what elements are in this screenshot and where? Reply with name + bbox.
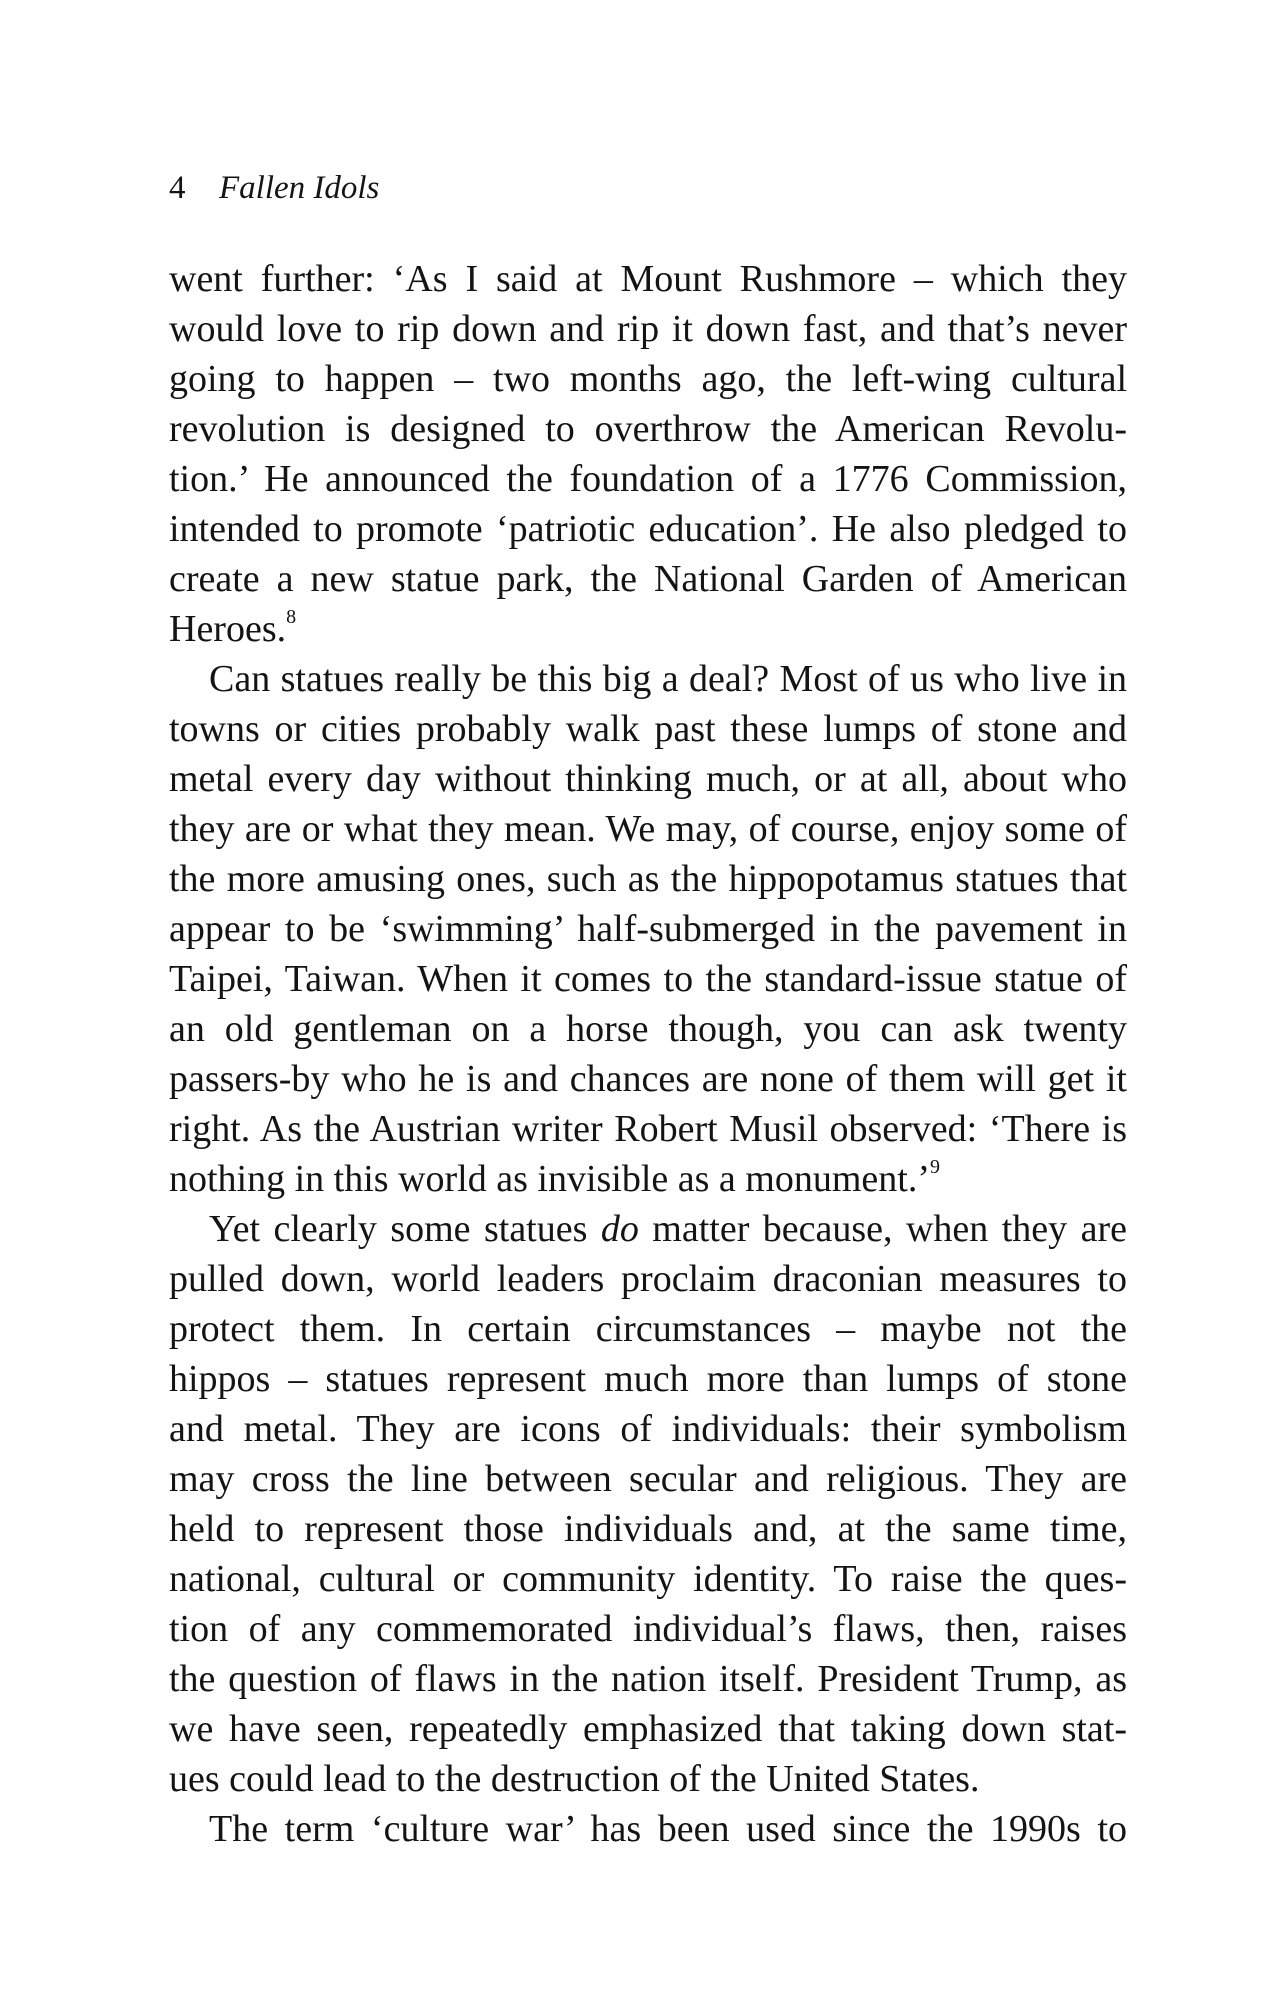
line-text: Heroes. — [169, 608, 287, 650]
text-line: the question of flaws in the nation itself. President Trump, as — [169, 1658, 1127, 1700]
text-line: going to happen – two months ago, the left-wing cultural — [169, 358, 1127, 400]
text-line: metal every day without thinking much, or at all, about who — [169, 758, 1127, 800]
text-line: national, cultural or community identity. To raise the ques- — [169, 1558, 1127, 1600]
text-line: they are or what they mean. We may, of course, enjoy some of — [169, 808, 1127, 850]
text-line: towns or cities probably walk past these lumps of stone and — [169, 708, 1127, 750]
text-line — [169, 604, 1127, 654]
text-line: hippos – statues represent much more than lumps of stone — [169, 1358, 1127, 1400]
footnote-marker: 9 — [929, 1156, 940, 1178]
body-text — [169, 254, 1127, 1854]
text-line: went further: ‘As I said at Mount Rushmore – which they — [169, 258, 1127, 300]
emphasis-text: do — [600, 1208, 639, 1250]
line-text-start: Yet clearly some statues — [209, 1208, 601, 1250]
line-text-end: matter because, when they are — [638, 1208, 1127, 1250]
line-text: nothing in this world as invisible as a monument.’ — [169, 1158, 930, 1200]
text-line: protect them. In certain circumstances – maybe not the — [169, 1308, 1127, 1350]
text-line: pulled down, world leaders proclaim draconian measures to — [169, 1258, 1127, 1300]
text-line: appear to be ‘swimming’ half-submerged in the pavement in — [169, 908, 1127, 950]
text-line — [169, 654, 1127, 704]
text-line: passers-by who he is and chances are none of them will get it — [169, 1058, 1127, 1100]
text-line — [169, 1204, 1127, 1254]
text-line: the more amusing ones, such as the hippopotamus statues that — [169, 858, 1127, 900]
text-line: may cross the line between secular and religious. They are — [169, 1458, 1127, 1500]
text-line: tion.’ He announced the foundation of a 1776 Commission, — [169, 458, 1127, 500]
text-line: tion of any commemorated individual’s flaws, then, raises — [169, 1608, 1127, 1650]
footnote-marker: 8 — [286, 606, 297, 628]
text-line: an old gentleman on a horse though, you can ask twenty — [169, 1008, 1127, 1050]
running-head — [169, 168, 379, 208]
text-line: revolution is designed to overthrow the American Revolu- — [169, 408, 1127, 450]
text-line: we have seen, repeatedly emphasized that taking down stat- — [169, 1708, 1127, 1750]
text-line — [169, 1154, 1127, 1204]
text-line: intended to promote ‘patriotic education’. He also pledged to — [169, 508, 1127, 550]
text-line: ues could lead to the destruction of the United States. — [169, 1758, 980, 1800]
text-line: create a new statue park, the National Garden of American — [169, 558, 1127, 600]
page-number: 4 — [169, 170, 186, 206]
text-line: held to represent those individuals and, at the same time, — [169, 1508, 1127, 1550]
line-text: The term ‘culture war’ has been used since the 1990s to — [209, 1808, 1127, 1850]
text-line: and metal. They are icons of individuals: their symbolism — [169, 1408, 1127, 1450]
book-title: Fallen Idols — [219, 170, 380, 206]
text-line: Taipei, Taiwan. When it comes to the standard-issue statue of — [169, 958, 1127, 1000]
text-line — [169, 1804, 1127, 1854]
text-line: right. As the Austrian writer Robert Musil observed: ‘There is — [169, 1108, 1127, 1150]
line-text: Can statues really be this big a deal? Most of us who live in — [209, 658, 1127, 700]
text-line: would love to rip down and rip it down fast, and that’s never — [169, 308, 1127, 350]
